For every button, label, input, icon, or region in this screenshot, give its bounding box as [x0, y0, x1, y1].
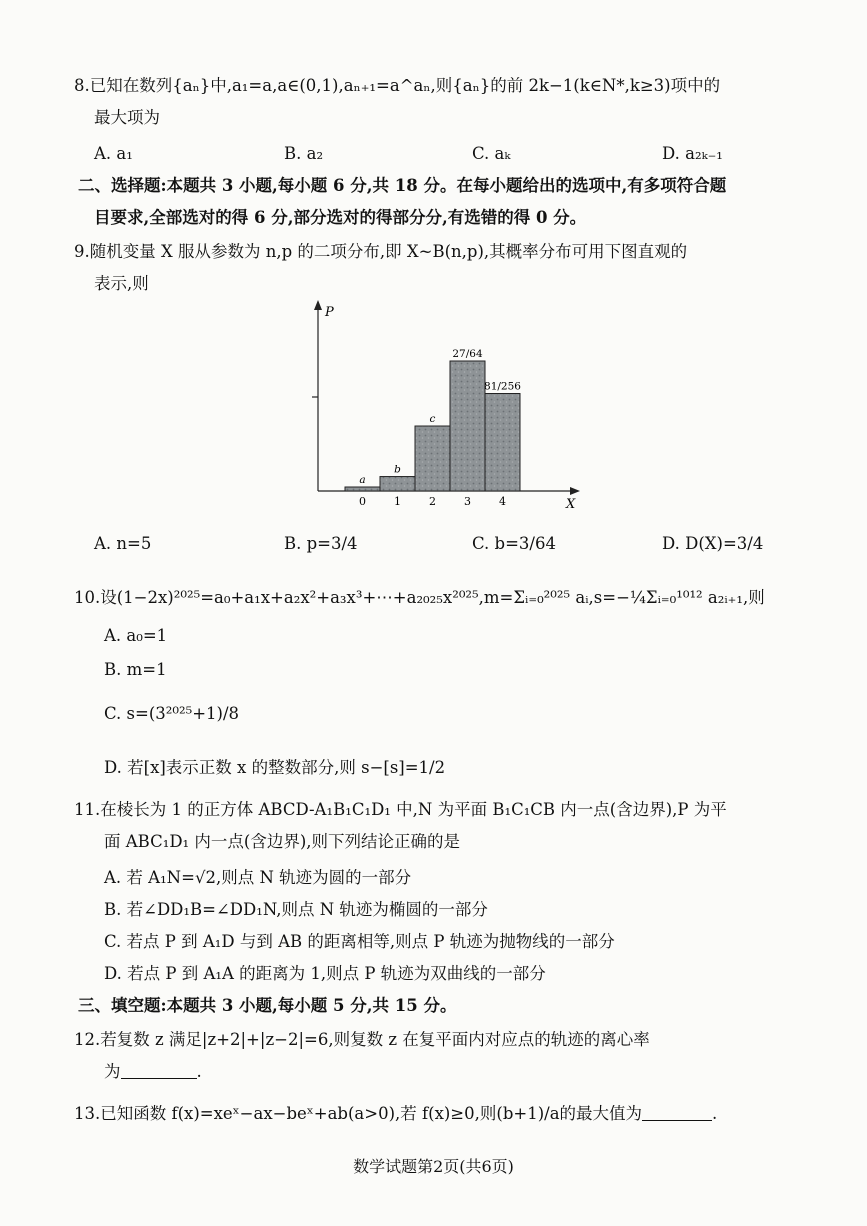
- q8-stem-line2: 最大项为: [94, 108, 160, 127]
- x-tick-label: 4: [499, 495, 506, 508]
- q13-answer-blank[interactable]: [642, 1104, 712, 1121]
- bar-x-3: [450, 361, 485, 491]
- bar-label: 81/256: [484, 380, 521, 393]
- q9-stem-line1: 9.随机变量 X 服从参数为 n,p 的二项分布,即 X~B(n,p),其概率分布可用下图直观的: [74, 242, 688, 261]
- q11-stem-line2: 面 ABC₁D₁ 内一点(含边界),则下列结论正确的是: [104, 832, 461, 851]
- q8-option-a: A. a₁: [94, 144, 133, 163]
- x-axis-arrow: [570, 487, 580, 495]
- section3-heading: 三、填空题:本题共 3 小题,每小题 5 分,共 15 分。: [78, 996, 457, 1015]
- q10-option-b: B. m=1: [104, 660, 167, 679]
- q9-option-b: B. p=3/4: [284, 534, 358, 553]
- q11-option-c: C. 若点 P 到 A₁D 与到 AB 的距离相等,则点 P 轨迹为抛物线的一部分: [104, 932, 615, 951]
- q10-stem: 10.设(1−2x)²⁰²⁵=a₀+a₁x+a₂x²+a₃x³+⋯+a₂₀₂₅x²⁰²⁵,m=Σᵢ₌₀²⁰²⁵ aᵢ,s=−¼Σᵢ₌₀¹⁰¹² a₂ᵢ₊₁,则: [74, 588, 765, 607]
- q12-stem-line2: 为 .: [104, 1062, 202, 1081]
- q9-option-d: D. D(X)=3/4: [662, 534, 764, 553]
- section2-heading-line2: 目要求,全部选对的得 6 分,部分选对的得部分分,有选错的得 0 分。: [94, 208, 587, 227]
- q11-stem-line1: 11.在棱长为 1 的正方体 ABCD-A₁B₁C₁D₁ 中,N 为平面 B₁C₁CB 内一点(含边界),P 为平: [74, 800, 727, 819]
- q10-option-d: D. 若[x]表示正数 x 的整数部分,则 s−[s]=1/2: [104, 758, 446, 777]
- q13-stem: 13.已知函数 f(x)=xeˣ−ax−beˣ+ab(a>0),若 f(x)≥0,则(b+1)/a的最大值为 .: [74, 1104, 718, 1123]
- x-tick-label: 0: [359, 495, 366, 508]
- x-tick-label: 3: [464, 495, 471, 508]
- q11-option-a: A. 若 A₁N=√2,则点 N 轨迹为圆的一部分: [104, 868, 412, 887]
- bar-x-0: [345, 487, 380, 491]
- x-axis-label: X: [566, 497, 576, 512]
- q13-stem-text: 13.已知函数 f(x)=xeˣ−ax−beˣ+ab(a>0),若 f(x)≥0,则(b+1)/a的最大值为: [74, 1104, 643, 1123]
- binomial-histogram: [298, 296, 598, 521]
- bar-label: c: [429, 413, 436, 426]
- q9-option-a: A. n=5: [94, 534, 152, 553]
- q9-option-c: C. b=3/64: [472, 534, 556, 553]
- bar-label: 27/64: [452, 348, 483, 360]
- q12-answer-blank[interactable]: [121, 1062, 197, 1079]
- bar-x-1: [380, 477, 415, 491]
- q8-option-c: C. aₖ: [472, 144, 511, 163]
- q12-stem-line1: 12.若复数 z 满足|z+2|+|z−2|=6,则复数 z 在复平面内对应点的轨迹的离心率: [74, 1030, 650, 1049]
- q8-stem-line1: 8.已知在数列{aₙ}中,a₁=a,a∈(0,1),aₙ₊₁=a^aₙ,则{aₙ}的前 2k−1(k∈N*,k≥3)项中的: [74, 76, 721, 95]
- q8-option-d: D. a₂ₖ₋₁: [662, 144, 723, 163]
- bar-label: a: [359, 474, 366, 486]
- x-tick-label: 1: [394, 495, 401, 508]
- q10-option-a: A. a₀=1: [104, 626, 168, 645]
- y-axis-arrow: [314, 300, 322, 310]
- q10-option-c: C. s=(3²⁰²⁵+1)/8: [104, 704, 240, 723]
- q8-option-b: B. a₂: [284, 144, 324, 163]
- page-footer: 数学试题第2页(共6页): [353, 1157, 514, 1176]
- x-tick-label: 2: [429, 495, 436, 508]
- q11-option-d: D. 若点 P 到 A₁A 的距离为 1,则点 P 轨迹为双曲线的一部分: [104, 964, 546, 983]
- bar-x-4: [485, 394, 520, 491]
- section2-heading-line1: 二、选择题:本题共 3 小题,每小题 6 分,共 18 分。在每小题给出的选项中,有多项符合题: [78, 176, 727, 195]
- q9-stem-line2: 表示,则: [94, 274, 149, 293]
- q12-line2-text: 为: [104, 1062, 121, 1081]
- bar-x-2: [415, 426, 450, 491]
- q11-option-b: B. 若∠DD₁B=∠DD₁N,则点 N 轨迹为椭圆的一部分: [104, 900, 488, 919]
- bar-label: b: [394, 463, 401, 476]
- y-axis-label: P: [325, 305, 334, 320]
